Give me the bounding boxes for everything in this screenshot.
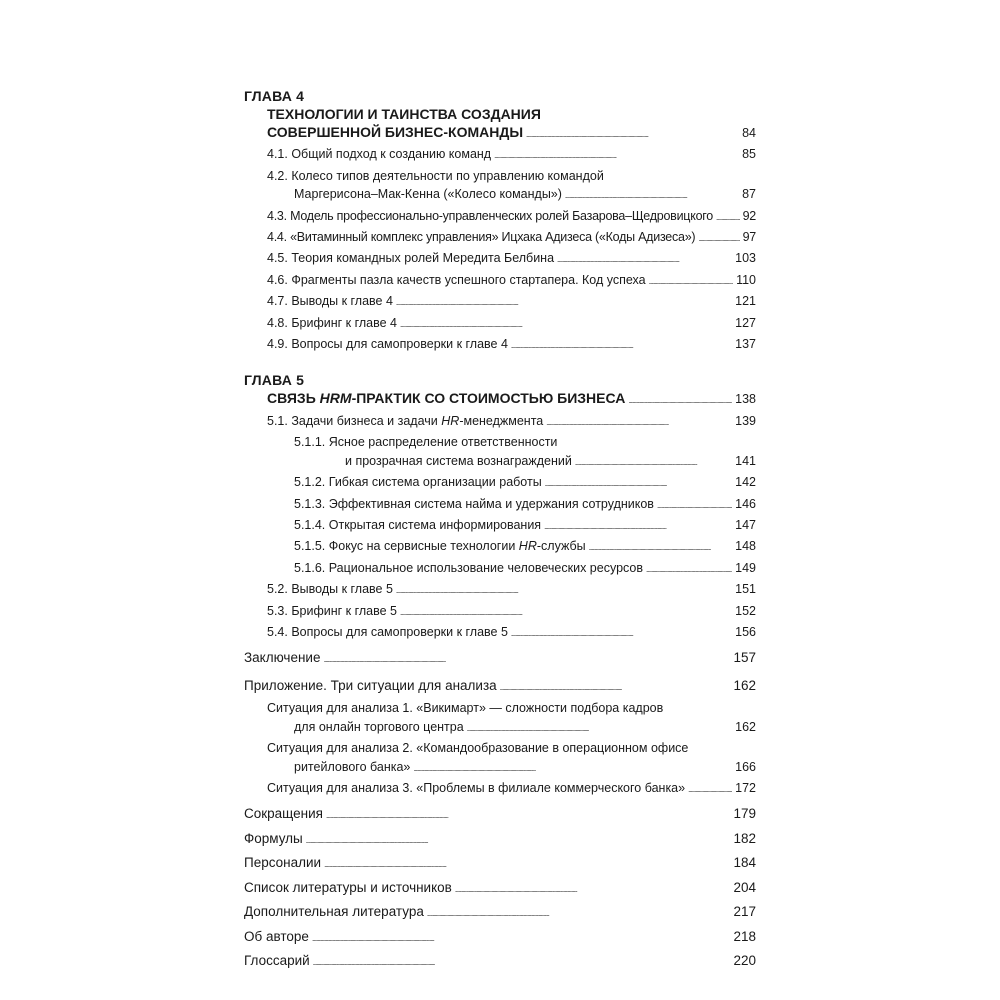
page-number: 85 — [742, 147, 756, 162]
dot-leader — [427, 901, 731, 926]
chapter-5-title: СВЯЗЬ HRM-ПРАКТИК СО СТОИМОСТЬЮ БИЗНЕСА — [267, 390, 626, 407]
entry-text: Маргерисона–Мак-Кенна («Колесо команды») — [294, 187, 562, 202]
page-number: 220 — [733, 953, 756, 969]
entry-text: Приложение. Три ситуации для анализа — [244, 677, 497, 693]
page-number: 92 — [742, 208, 756, 223]
dot-leader — [526, 124, 739, 145]
dot-leader — [511, 335, 732, 356]
entry-text: Формулы — [244, 830, 303, 846]
dot-leader — [396, 580, 732, 601]
spacer — [244, 356, 756, 372]
dot-leader — [589, 537, 733, 558]
entry-text: Персоналии — [244, 855, 322, 871]
page-number: 182 — [733, 830, 756, 846]
entry-text: 4.1. Общий подход к созданию команд — [267, 147, 492, 162]
entry-text: 5.1.6. Рациональное использование человеческих ресурсов — [294, 560, 644, 575]
entry-text: 5.1.4. Открытая система информирования — [294, 517, 542, 532]
toc-entry-persons[interactable] — [244, 852, 756, 877]
page-number: 141 — [735, 453, 756, 468]
page-number: 162 — [733, 677, 756, 693]
toc-entry-5-1-6[interactable] — [244, 559, 756, 580]
toc-entry-5-1-3[interactable] — [244, 495, 756, 516]
page-number: 179 — [733, 806, 756, 822]
entry-text: 4.5. Теория командных ролей Мередита Белбина — [267, 251, 555, 266]
dot-leader — [546, 412, 732, 433]
toc-entry-5-2[interactable] — [244, 580, 756, 601]
page-number: 147 — [735, 517, 756, 532]
page-number: 138 — [735, 392, 756, 407]
chapter-4-title-entry[interactable] — [244, 123, 756, 145]
dot-leader — [649, 271, 733, 292]
toc-entry-5-1-1-line1[interactable]: 5.1.1. Ясное распределение ответственности — [294, 435, 558, 450]
entry-text: и прозрачная система вознаграждений — [345, 453, 572, 468]
dot-leader — [628, 390, 732, 411]
page-number: 127 — [735, 315, 756, 330]
chapter-4-label: ГЛАВА 4 — [244, 88, 305, 104]
toc-entry-situation-2[interactable] — [244, 758, 756, 779]
dot-leader — [413, 758, 732, 779]
toc-entry-appendix[interactable] — [244, 675, 756, 700]
dot-leader — [557, 249, 732, 270]
chapter-4-title-line1: ТЕХНОЛОГИИ И ТАИНСТВА СОЗДАНИЯ — [267, 106, 541, 122]
toc-entry-4-2[interactable] — [244, 185, 756, 206]
entry-text: Об авторе — [244, 928, 309, 944]
toc-entry-situation-3[interactable] — [244, 779, 756, 800]
dot-leader — [646, 559, 732, 580]
toc-entry-situation-1-line1[interactable]: Ситуация для анализа 1. «Викимарт» — сложности подбора кадров — [267, 701, 664, 716]
page-number: 166 — [735, 759, 756, 774]
dot-leader — [698, 228, 739, 249]
toc-entry-situation-2-line1[interactable]: Ситуация для анализа 2. «Командообразование в операционном офисе — [267, 741, 689, 756]
page-number: 139 — [735, 413, 756, 428]
dot-leader — [565, 185, 739, 206]
page-number: 97 — [742, 230, 756, 245]
toc-entry-5-1[interactable] — [244, 412, 756, 433]
page-number: 146 — [735, 496, 756, 511]
page-number: 156 — [735, 624, 756, 639]
dot-leader — [324, 852, 730, 877]
page-number: 172 — [735, 780, 756, 795]
dot-leader — [544, 516, 732, 537]
toc-entry-4-8[interactable] — [244, 314, 756, 335]
entry-text: 4.6. Фрагменты пазла качеств успешного стартапера. Код успеха — [267, 272, 646, 287]
page-number: 87 — [742, 187, 756, 202]
entry-text: Глоссарий — [244, 953, 310, 969]
entry-text: Дополнительная литература — [244, 904, 424, 920]
entry-text: для онлайн торгового центра — [294, 719, 464, 734]
toc-entry-glossary[interactable] — [244, 950, 756, 975]
page-number: 204 — [733, 879, 756, 895]
dot-leader — [716, 207, 740, 228]
toc-entry-about-author[interactable] — [244, 926, 756, 951]
entry-text: 4.3. Модель профессионально-управленческих ролей Базарова–Щедровицкого — [267, 208, 714, 223]
toc-entry-5-1-4[interactable] — [244, 516, 756, 537]
entry-text: ритейлового банка» — [294, 759, 411, 774]
entry-text: 4.4. «Витаминный комплекс управления» Ицхака Адизеса («Коды Адизеса») — [267, 230, 696, 245]
entry-text: 5.1.5. Фокус на сервисные технологии HR-службы — [294, 539, 586, 554]
dot-leader — [575, 452, 732, 473]
toc-entry-4-6[interactable] — [244, 271, 756, 292]
toc-entry-conclusion[interactable] — [244, 647, 756, 672]
dot-leader — [494, 145, 739, 166]
page-number: 121 — [735, 294, 756, 309]
table-of-contents — [244, 88, 756, 975]
chapter-5-title-entry[interactable] — [244, 389, 756, 411]
toc-entry-5-3[interactable] — [244, 602, 756, 623]
toc-entry-4-7[interactable] — [244, 292, 756, 313]
toc-entry-4-1[interactable] — [244, 145, 756, 166]
dot-leader — [306, 828, 731, 853]
entry-text: 5.1.2. Гибкая система организации работы — [294, 475, 542, 490]
dot-leader — [511, 623, 732, 644]
dot-leader — [400, 314, 732, 335]
entry-text: Заключение — [244, 650, 321, 666]
page-number: 152 — [735, 603, 756, 618]
page-number: 103 — [735, 251, 756, 266]
dot-leader — [396, 292, 732, 313]
toc-entry-4-9[interactable] — [244, 335, 756, 356]
toc-entry-5-1-2[interactable] — [244, 473, 756, 494]
entry-text: 5.1. Задачи бизнеса и задачи HR-менеджмента — [267, 413, 544, 428]
dot-leader — [312, 926, 731, 951]
dot-leader — [455, 877, 731, 902]
chapter-4-title-line2: СОВЕРШЕННОЙ БИЗНЕС-КОМАНДЫ — [267, 124, 524, 140]
entry-text: Ситуация для анализа 3. «Проблемы в филиале коммерческого банка» — [267, 780, 686, 795]
dot-leader — [688, 779, 732, 800]
entry-text: 5.2. Выводы к главе 5 — [267, 582, 393, 597]
toc-entry-4-2-line1[interactable]: 4.2. Колесо типов деятельности по управлению командой — [267, 168, 604, 183]
page-number: 149 — [735, 560, 756, 575]
page-number: 217 — [733, 904, 756, 920]
dot-leader — [326, 803, 731, 828]
dot-leader — [467, 718, 732, 739]
entry-text: Список литературы и источников — [244, 879, 452, 895]
toc-entry-4-3[interactable] — [244, 207, 756, 228]
entry-text: Сокращения — [244, 806, 323, 822]
page-number: 184 — [733, 855, 756, 871]
dot-leader — [313, 950, 731, 975]
page-number: 162 — [735, 719, 756, 734]
toc-entry-formulas[interactable] — [244, 828, 756, 853]
page-number: 137 — [735, 337, 756, 352]
entry-text: 4.7. Выводы к главе 4 — [267, 294, 393, 309]
page-number: 142 — [735, 475, 756, 490]
entry-text: 4.8. Брифинг к главе 4 — [267, 315, 398, 330]
dot-leader — [500, 675, 731, 700]
entry-text: 5.4. Вопросы для самопроверки к главе 5 — [267, 624, 508, 639]
dot-leader — [400, 602, 732, 623]
page-number: 110 — [736, 272, 756, 287]
page-number: 148 — [735, 539, 756, 554]
page-number: 151 — [735, 582, 756, 597]
toc-entry-5-1-1[interactable] — [244, 452, 756, 473]
toc-entry-5-1-5[interactable] — [244, 537, 756, 558]
toc-entry-situation-1[interactable] — [244, 718, 756, 739]
toc-entry-4-5[interactable] — [244, 249, 756, 270]
page-number: 218 — [733, 928, 756, 944]
page-number: 84 — [742, 126, 756, 140]
dot-leader — [545, 473, 732, 494]
dot-leader — [323, 647, 730, 672]
entry-text: 4.9. Вопросы для самопроверки к главе 4 — [267, 337, 508, 352]
toc-entry-abbreviations[interactable] — [244, 803, 756, 828]
toc-entry-5-4[interactable] — [244, 623, 756, 644]
dot-leader — [657, 495, 732, 516]
chapter-5-label: ГЛАВА 5 — [244, 372, 305, 389]
page-number: 157 — [733, 650, 756, 666]
entry-text: 5.1.3. Эффективная система найма и удержания сотрудников — [294, 496, 654, 511]
toc-entry-4-4[interactable] — [244, 228, 756, 249]
toc-entry-further-reading[interactable] — [244, 901, 756, 926]
entry-text: 5.3. Брифинг к главе 5 — [267, 603, 398, 618]
toc-entry-references[interactable] — [244, 877, 756, 902]
